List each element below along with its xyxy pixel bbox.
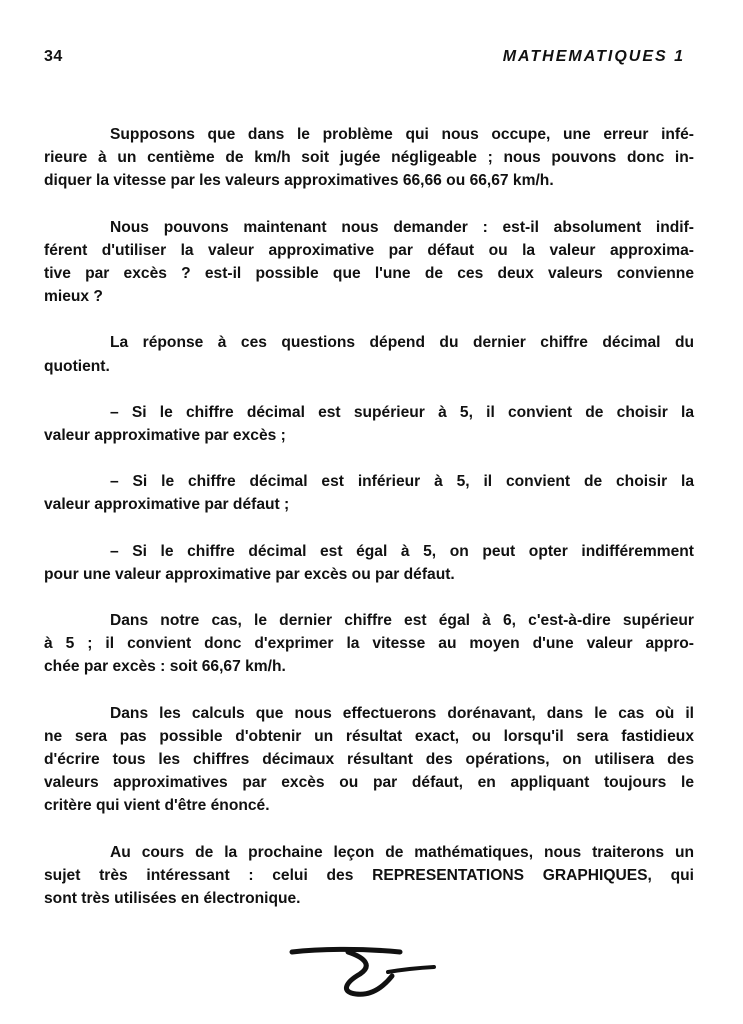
text-line: La réponse à ces questions dépend du dernier chiffre décimal du xyxy=(110,334,694,352)
paragraph-tolerance xyxy=(44,123,694,193)
rule-equal xyxy=(44,540,694,586)
paragraph-answer xyxy=(44,331,694,377)
text-line: valeurs approximatives par excès ou par défaut, en appliquant toujours le xyxy=(44,774,694,792)
paragraph-our-case xyxy=(44,609,694,679)
body-text xyxy=(44,123,694,933)
rule-greater xyxy=(44,401,694,447)
text-line: sujet très intéressant : celui des REPRESENTATIONS GRAPHIQUES, qui xyxy=(44,866,694,884)
end-ornament-icon xyxy=(288,940,438,1000)
text-line: critère qui vient d'être énoncé. xyxy=(44,797,270,815)
paragraph-question xyxy=(44,216,694,309)
text-line: Au cours de la prochaine leçon de mathématiques, nous traiterons un xyxy=(110,843,694,861)
text-line: d'écrire tous les chiffres décimaux résultant des opérations, on utilisera des xyxy=(44,751,694,769)
text-line: Dans les calculs que nous effectuerons dorénavant, dans le cas où il xyxy=(110,704,694,722)
text-line: quotient. xyxy=(44,357,110,375)
text-line: – Si le chiffre décimal est égal à 5, on peut opter indifféremment xyxy=(110,542,694,560)
text-line: – Si le chiffre décimal est inférieur à 5, il convient de choisir la xyxy=(110,473,694,491)
text-line: sont très utilisées en électronique. xyxy=(44,890,301,908)
paragraph-future-calculations xyxy=(44,702,694,818)
text-line: mieux ? xyxy=(44,288,103,306)
text-line: rieure à un centième de km/h soit jugée négligeable ; nous pouvons donc in- xyxy=(44,149,694,167)
rule-less xyxy=(44,470,694,516)
text-line: Nous pouvons maintenant nous demander : est-il absolument indif- xyxy=(110,218,694,236)
text-line: Supposons que dans le problème qui nous occupe, une erreur infé- xyxy=(110,126,694,143)
text-line: Dans notre cas, le dernier chiffre est égal à 6, c'est-à-dire supérieur xyxy=(110,612,694,630)
text-line: tive par excès ? est-il possible que l'une de ces deux valeurs convienne xyxy=(44,265,694,283)
text-line: ne sera pas possible d'obtenir un résultat exact, ou lorsqu'il sera fastidieux xyxy=(44,727,694,745)
text-line: à 5 ; il convient donc d'exprimer la vitesse au moyen d'une valeur appro- xyxy=(44,635,694,653)
text-line: chée par excès : soit 66,67 km/h. xyxy=(44,658,286,676)
text-line: diquer la vitesse par les valeurs approximatives 66,66 ou 66,67 km/h. xyxy=(44,172,554,190)
running-title: MATHEMATIQUES 1 xyxy=(502,48,685,65)
text-line: – Si le chiffre décimal est supérieur à 5, il convient de choisir la xyxy=(110,403,694,421)
text-line: valeur approximative par excès ; xyxy=(44,427,286,445)
paragraph-next-lesson xyxy=(44,841,694,911)
text-line: valeur approximative par défaut ; xyxy=(44,496,290,514)
text-line: pour une valeur approximative par excès ou par défaut. xyxy=(44,565,455,583)
page-number: 34 xyxy=(44,48,63,65)
text-line: férent d'utiliser la valeur approximative par défaut ou la valeur approxima- xyxy=(44,241,694,259)
